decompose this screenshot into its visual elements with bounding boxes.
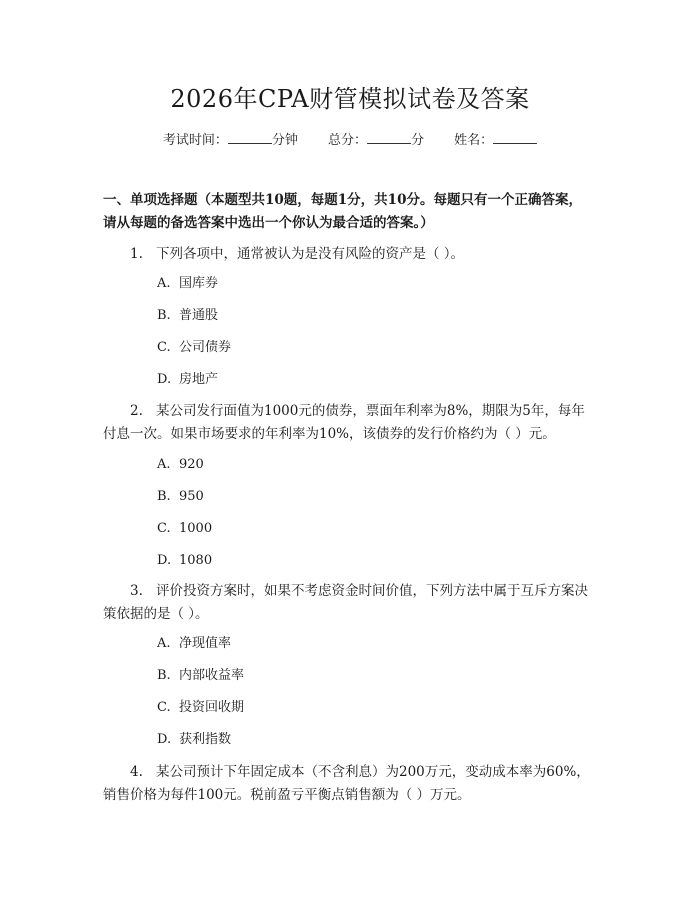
question-text: 某公司预计下年固定成本（不含利息）为200万元，变动成本率为60%，销售价格为每件100元。税前盈亏平衡点销售额为（ ）万元。 xyxy=(103,764,590,803)
question-text: 某公司发行面值为1000元的债券，票面年利率为8%，期限为5年，每年付息一次。如果市场要求的年利率为10%，该债券的发行价格约为（ ）元。 xyxy=(103,403,585,442)
option-text: 获利指数 xyxy=(179,732,232,747)
option-item xyxy=(157,519,212,539)
question-number: 4. xyxy=(130,764,143,780)
total-score xyxy=(328,131,424,150)
option-item xyxy=(157,455,204,475)
question-3 xyxy=(103,580,595,626)
option-letter: C. xyxy=(157,700,171,715)
option-letter: B. xyxy=(157,308,171,323)
option-text: 内部收益率 xyxy=(179,668,245,683)
name-blank xyxy=(493,131,537,144)
option-text: 普通股 xyxy=(179,308,219,323)
option-item xyxy=(157,551,212,571)
option-letter: D. xyxy=(157,732,172,747)
option-text: 公司债券 xyxy=(179,340,232,355)
option-text: 950 xyxy=(179,489,204,504)
section-heading: 一、单项选择题（本题型共10题，每题1分，共10分。每题只有一个正确答案，请从每题的备选答案中选出一个你认为最合适的答案。） xyxy=(103,192,582,231)
option-letter: D. xyxy=(157,372,172,387)
student-name xyxy=(454,131,537,150)
option-letter: B. xyxy=(157,489,171,504)
time-blank xyxy=(228,131,272,144)
option-text: 1080 xyxy=(179,553,213,568)
option-item xyxy=(157,634,231,654)
question-4 xyxy=(103,761,595,807)
option-item xyxy=(157,698,244,718)
score-unit: 分 xyxy=(411,133,425,148)
option-letter: A. xyxy=(157,276,171,291)
option-item xyxy=(157,306,218,326)
exam-meta-line xyxy=(0,131,700,150)
page-title: 2026年CPA财管模拟试卷及答案 xyxy=(170,85,530,113)
option-item xyxy=(157,338,231,358)
exam-time xyxy=(163,131,298,150)
name-label: 姓名： xyxy=(454,133,494,148)
question-text: 评价投资方案时，如果不考虑资金时间价值，下列方法中属于互斥方案决策依据的是（ ）。 xyxy=(103,583,588,622)
option-item xyxy=(157,274,218,294)
question-number: 1. xyxy=(130,246,143,262)
option-item xyxy=(157,666,244,686)
option-letter: C. xyxy=(157,340,171,355)
option-item xyxy=(157,370,218,390)
option-letter: A. xyxy=(157,457,171,472)
option-letter: B. xyxy=(157,668,171,683)
question-number: 3. xyxy=(130,583,143,599)
time-label: 考试时间： xyxy=(162,133,228,148)
score-label: 总分： xyxy=(327,133,367,148)
option-letter: C. xyxy=(157,521,171,536)
option-text: 国库券 xyxy=(179,276,219,291)
question-2 xyxy=(103,400,595,446)
option-letter: A. xyxy=(157,636,171,651)
option-text: 净现值率 xyxy=(179,636,232,651)
option-item xyxy=(157,730,231,750)
option-item xyxy=(157,487,204,507)
score-blank xyxy=(367,131,411,144)
option-text: 920 xyxy=(179,457,204,472)
option-text: 1000 xyxy=(179,521,213,536)
option-text: 房地产 xyxy=(179,372,219,387)
question-text: 下列各项中，通常被认为是没有风险的资产是（ ）。 xyxy=(156,246,465,262)
time-unit: 分钟 xyxy=(271,133,298,148)
option-text: 投资回收期 xyxy=(179,700,245,715)
question-1 xyxy=(103,243,595,266)
question-number: 2. xyxy=(130,403,143,419)
option-letter: D. xyxy=(157,553,172,568)
